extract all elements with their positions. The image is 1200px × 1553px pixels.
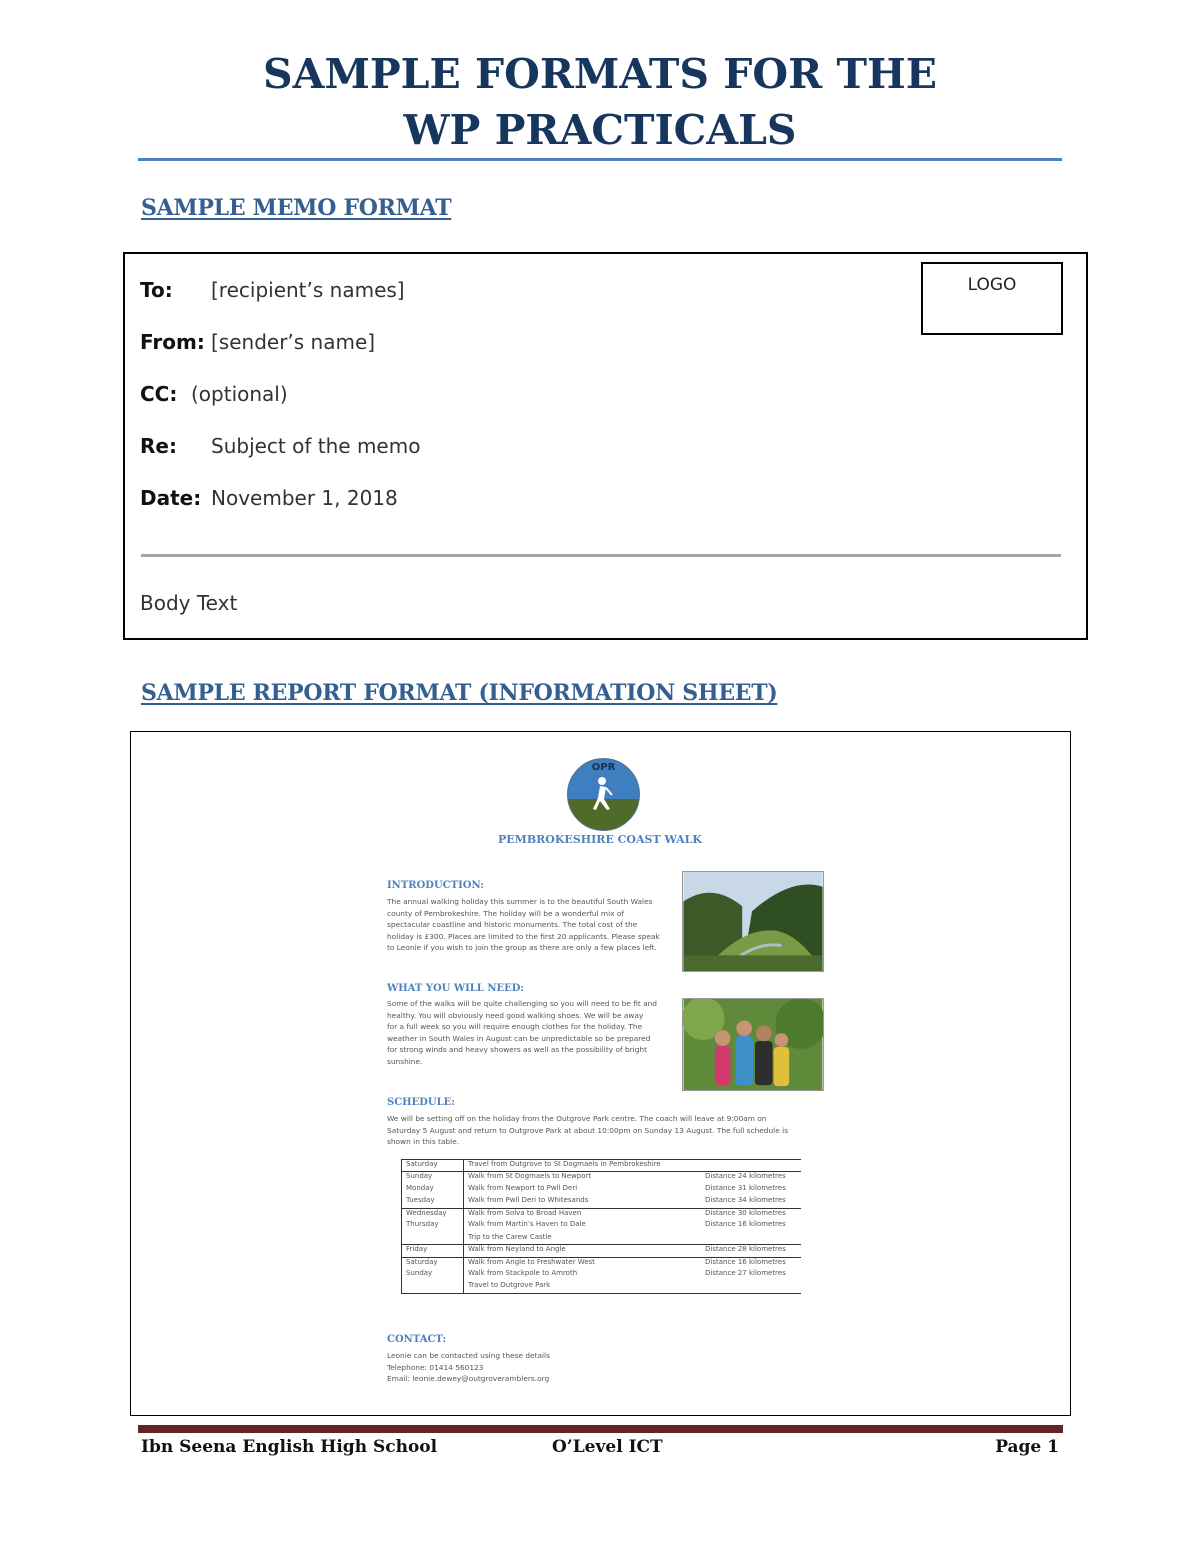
- table-row: [402, 1208, 802, 1220]
- schedule-day: Monday: [402, 1184, 464, 1196]
- table-row: [402, 1257, 802, 1269]
- memo-re-label: Re:: [140, 434, 177, 458]
- intro-line: spectacular coastline and historic monuments. The total cost of the: [387, 920, 638, 929]
- memo-to-label: To:: [140, 278, 173, 302]
- need-heading: WHAT YOU WILL NEED:: [387, 983, 525, 994]
- memo-to-row: [140, 278, 405, 302]
- need-line: healthy. You will obviously need good walking shoes. We will be away: [387, 1010, 644, 1020]
- memo-to-value: [recipient’s names]: [211, 278, 405, 302]
- table-row: [402, 1196, 802, 1208]
- contact-line: Email: leonie.dewey@outgroveramblers.org: [387, 1374, 550, 1383]
- schedule-distance: [701, 1160, 801, 1172]
- contact-text: [387, 1350, 550, 1385]
- table-row: [402, 1160, 802, 1172]
- schedule-distance: [701, 1281, 801, 1293]
- opr-logo-label: [566, 757, 641, 777]
- table-row: [402, 1233, 802, 1245]
- schedule-day: Wednesday: [402, 1208, 464, 1220]
- need-line: sunshine.: [387, 1056, 423, 1066]
- title-line-2: WP PRACTICALS: [403, 106, 797, 154]
- need-text: [387, 998, 657, 1067]
- memo-re-value: Subject of the memo: [211, 434, 421, 458]
- memo-date-label: Date:: [140, 486, 202, 510]
- memo-section-heading: SAMPLE MEMO FORMAT: [141, 195, 452, 221]
- schedule-activity: Travel to Outgrove Park: [464, 1281, 702, 1293]
- footer-divider: [138, 1425, 1063, 1433]
- intro-line: The annual walking holiday this summer is to the beautiful South Wales: [387, 897, 653, 906]
- memo-body-text: Body Text: [140, 591, 238, 615]
- valley-landscape-photo: [682, 871, 824, 972]
- schedule-day: Saturday: [402, 1160, 464, 1172]
- memo-cc-value: (optional): [191, 382, 288, 406]
- table-row: [402, 1281, 802, 1293]
- title-line-1: SAMPLE FORMATS FOR THE: [263, 50, 937, 98]
- schedule-activity: Walk from St Dogmaels to Newport: [464, 1172, 702, 1184]
- memo-from-value: [sender’s name]: [211, 330, 376, 354]
- need-line: for a full week so you will require enough clothes for the holiday. The: [387, 1022, 643, 1031]
- need-line: for strong winds and heavy showers as well as the possibility of bright: [387, 1045, 648, 1054]
- schedule-line: Saturday 5 August and return to Outgrove Park at about 10:00pm on Sunday 13 August. The full schedule is: [387, 1125, 789, 1135]
- opr-logo-text: OPR: [591, 762, 616, 773]
- schedule-text: [387, 1113, 788, 1148]
- table-row: [402, 1184, 802, 1196]
- contact-line: Telephone: 01414 560123: [387, 1362, 484, 1372]
- report-section-heading: SAMPLE REPORT FORMAT (INFORMATION SHEET): [141, 680, 778, 706]
- schedule-activity: Walk from Pwll Deri to Whitesands: [468, 1196, 589, 1205]
- schedule-day: [402, 1233, 464, 1245]
- schedule-distance: Distance 31 kilometres: [705, 1183, 786, 1192]
- schedule-heading: SCHEDULE:: [387, 1097, 455, 1108]
- schedule-line: We will be setting off on the holiday from the Outgrove Park centre. The coach will leave at 9:00am on: [387, 1114, 767, 1123]
- intro-line: holiday is £300. Places are limited to the first 20 applicants. Please speak: [387, 931, 660, 941]
- schedule-line: shown in this table.: [387, 1137, 460, 1146]
- footer-subject: O’Level ICT: [552, 1437, 663, 1457]
- report-sample: [130, 731, 1071, 1416]
- intro-heading: INTRODUCTION:: [387, 880, 484, 891]
- schedule-distance: Distance 24 kilometres: [701, 1172, 801, 1184]
- schedule-day: Saturday: [402, 1257, 464, 1269]
- schedule-distance: Distance 34 kilometres: [705, 1196, 786, 1205]
- footer-page-number: Page 1: [995, 1437, 1059, 1457]
- contact-heading: CONTACT:: [387, 1334, 447, 1345]
- schedule-day: Thursday: [402, 1220, 464, 1232]
- memo-divider: [141, 554, 1061, 557]
- intro-line: county of Pembrokeshire. The holiday will be a wonderful mix of: [387, 908, 625, 918]
- memo-sample: [123, 252, 1088, 640]
- schedule-activity: Walk from Neyland to Angle: [464, 1245, 702, 1257]
- schedule-day: Tuesday: [402, 1196, 464, 1208]
- title-divider: [138, 158, 1062, 161]
- memo-body: [140, 591, 237, 615]
- memo-cc-row: [140, 382, 288, 406]
- schedule-activity: Walk from Newport to Pwll Deri: [468, 1183, 578, 1192]
- table-row: [402, 1172, 802, 1184]
- schedule-distance: Distance 16 kilometres: [705, 1220, 786, 1229]
- page-title: [0, 46, 1200, 158]
- memo-cc-label: CC:: [140, 382, 178, 406]
- report-title: PEMBROKESHIRE COAST WALK: [498, 833, 702, 846]
- schedule-day: Sunday: [402, 1269, 464, 1281]
- logo-placeholder: LOGO: [921, 262, 1063, 335]
- memo-date-value: November 1, 2018: [211, 486, 398, 510]
- schedule-distance: Distance 28 kilometres: [701, 1245, 801, 1257]
- schedule-distance: Distance 16 kilometres: [701, 1257, 801, 1269]
- table-row: [402, 1220, 802, 1232]
- table-row: [402, 1245, 802, 1257]
- intro-text: [387, 896, 660, 954]
- schedule-distance: Distance 27 kilometres: [705, 1269, 786, 1278]
- hikers-group-photo: [682, 998, 824, 1091]
- memo-from-row: [140, 330, 375, 354]
- schedule-table: [401, 1159, 801, 1294]
- schedule-activity: Walk from Solva to Broad Haven: [464, 1208, 702, 1220]
- contact-line: Leonie can be contacted using these details: [387, 1351, 550, 1360]
- intro-line: to Leonie if you wish to join the group as there are only a few places left.: [387, 943, 657, 952]
- schedule-day: Friday: [402, 1245, 464, 1257]
- schedule-distance: Distance 30 kilometres: [701, 1208, 801, 1220]
- schedule-activity: Travel from Outgrove to St Dogmaels in Pembrokeshire: [464, 1160, 702, 1172]
- schedule-activity: Walk from Martin’s Haven to Dale: [468, 1220, 586, 1229]
- schedule-activity: Walk from Angle to Freshwater West: [464, 1257, 702, 1269]
- memo-date-row: [140, 486, 398, 510]
- memo-from-label: From:: [140, 330, 205, 354]
- schedule-distance: [701, 1233, 801, 1245]
- memo-re-row: [140, 434, 420, 458]
- schedule-activity: Walk from Stackpole to Amroth: [468, 1269, 578, 1278]
- footer-school: Ibn Seena English High School: [141, 1437, 438, 1457]
- table-row: [402, 1269, 802, 1281]
- need-line: weather in South Wales in August can be unpredictable so be prepared: [387, 1033, 651, 1043]
- need-line: Some of the walks will be quite challenging so you will need to be fit and: [387, 999, 657, 1008]
- schedule-day: Sunday: [402, 1172, 464, 1184]
- schedule-activity: Trip to the Carew Castle: [468, 1232, 552, 1241]
- schedule-day: [402, 1281, 464, 1293]
